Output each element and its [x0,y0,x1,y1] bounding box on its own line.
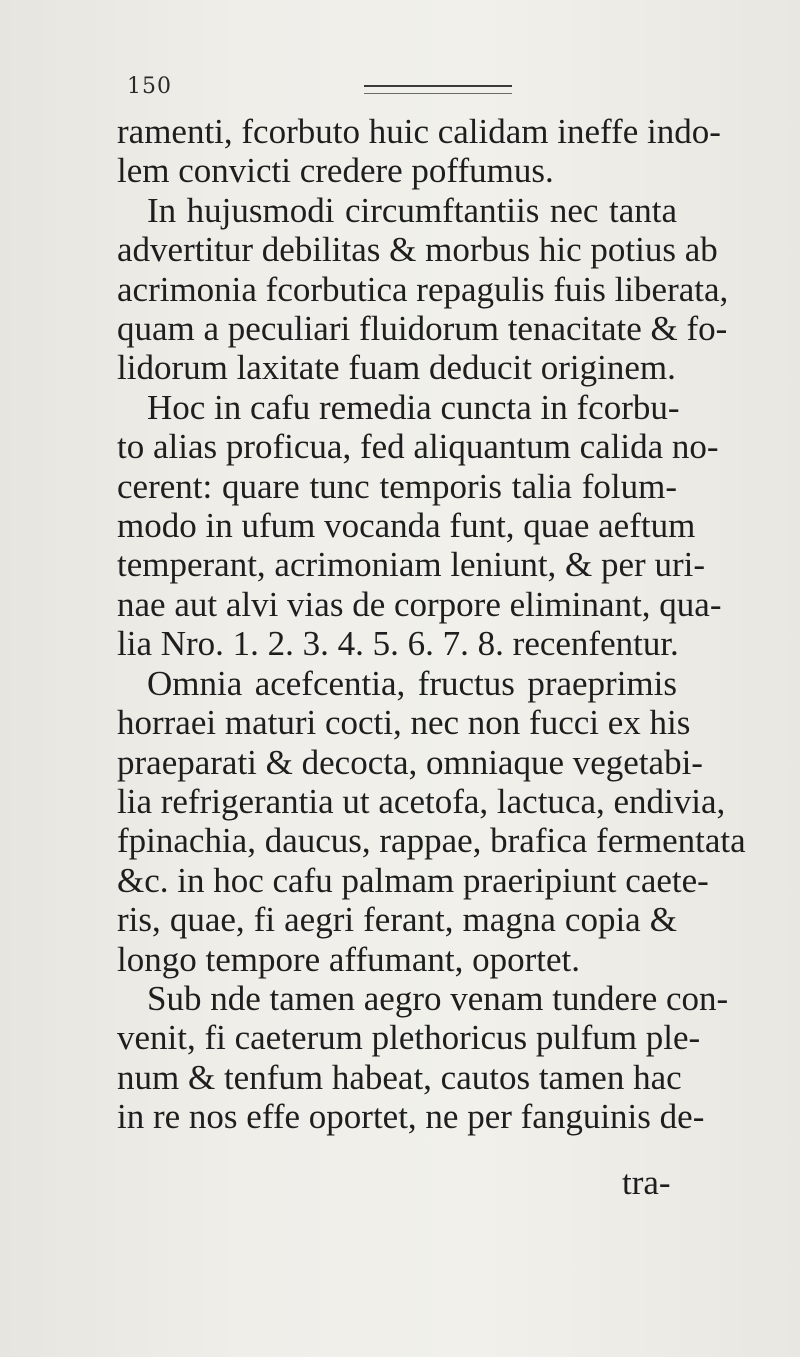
text-line: to alias proficua, fed aliquantum calida no- [117,427,719,467]
text-line: venit, fi caeterum plethoricus pulfum ple- [117,1018,701,1058]
text-line: ramenti, fcorbuto huic calidam ineffe indo- [117,112,721,151]
text-line: num & tenfum habeat, cautos tamen hac [117,1057,682,1097]
text-line: temperant, acrimoniam leniunt, & per uri- [117,545,705,585]
text-line: Omnia acefcentia, fructus praeprimis [147,663,677,703]
text-line: ris, quae, fi aegri ferant, magna copia & [117,900,677,940]
text-line: &c. in hoc cafu palmam praeripiunt caete- [117,860,709,900]
text-line: Hoc in cafu remedia cuncta in fcorbu- [147,387,680,427]
text-line: In hujusmodi circumftantiis nec tanta [147,190,677,230]
text-line: fpinachia, daucus, rappae, brafica fermentata [117,821,746,861]
text-line: nae aut alvi vias de corpore eliminant, qua- [117,584,722,624]
text-line: lem convicti credere poffumus. [117,151,554,191]
text-line: acrimonia fcorbutica repagulis fuis liberata, [117,269,729,309]
page-number: 150 [127,74,172,99]
text-line: in re nos effe oportet, ne per fanguinis de- [117,1097,705,1137]
catchword: tra- [622,1163,671,1202]
header-rule [364,85,512,94]
text-line: praeparati & decocta, omniaque vegetabi- [117,742,703,782]
text-line: cerent: quare tunc temporis talia folum- [117,466,677,506]
text-line: longo tempore affumant, oportet. [117,939,580,979]
text-line: lia refrigerantia ut acetofa, lactuca, endivia, [117,781,726,821]
text-line: Sub nde tamen aegro venam tundere con- [147,978,729,1018]
text-line: modo in ufum vocanda funt, quae aeftum [117,506,696,546]
text-line: horraei maturi cocti, nec non fucci ex his [117,703,691,743]
body-text [117,112,746,1137]
text-line: lidorum laxitate fuam deducit originem. [117,348,676,388]
text-line: advertitur debilitas & morbus hic potius ab [117,230,718,270]
text-line: quam a peculiari fluidorum tenacitate & fo- [117,309,728,349]
text-line: lia Nro. 1. 2. 3. 4. 5. 6. 7. 8. recenfentur. [117,624,679,664]
